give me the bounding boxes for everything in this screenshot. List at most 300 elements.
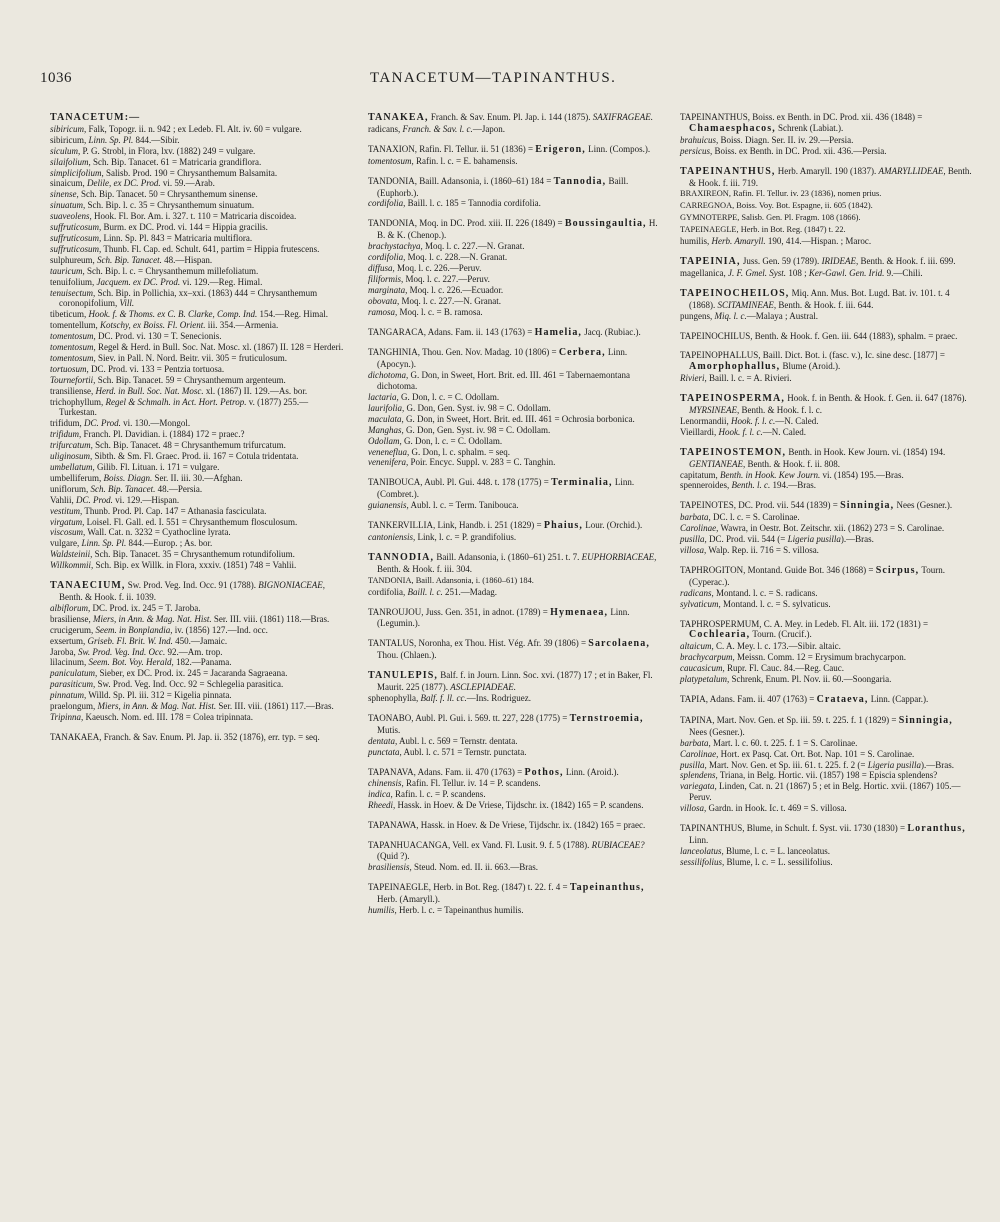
entry-text: Siev. in Pall. N. Nord. Beitr. vii. 305 = fruticulosum. [95, 352, 287, 363]
italic-text: pusilla, [680, 759, 707, 770]
entry [680, 857, 972, 868]
entry [680, 694, 972, 706]
entry [50, 364, 345, 375]
entry [50, 636, 345, 647]
genus-name: TAPEINOSTEMON, [680, 446, 787, 458]
entry [680, 480, 972, 491]
italic-text: dentata, [368, 735, 398, 746]
entry-text: ).—Bras. [840, 534, 874, 545]
entry [50, 712, 345, 723]
entry [50, 255, 345, 266]
italic-text: cantoniensis, [368, 532, 416, 542]
entry [680, 599, 972, 610]
italic-text: albiflorum, [50, 602, 91, 613]
entry-text: Franch. & Sav. Enum. Pl. Jap. i. 144 (1875). [428, 112, 593, 122]
genus-name: Chamaesphacos, [689, 122, 776, 134]
italic-text: ASCLEPIADEAE. [450, 682, 516, 693]
entry [50, 549, 345, 560]
entry [680, 545, 972, 556]
italic-text: Waldsteinii, [50, 549, 93, 560]
italic-text: suffruticosum, [50, 232, 102, 243]
entry-text: Burm. ex DC. Prod. vi. 144 = Hippia gracilis. [101, 222, 268, 233]
entry [50, 679, 345, 690]
italic-text: barbata, [680, 512, 711, 523]
entry [368, 296, 658, 307]
entry-text: Moq. l. c. 228.—N. Granat. [405, 252, 508, 263]
entry [50, 625, 345, 636]
entry-text: pungens, [680, 310, 715, 321]
entry-text: TAONABO, Aubl. Pl. Gui. i. 569. tt. 227, 228 (1775) = [368, 712, 570, 723]
entry [368, 693, 658, 704]
genus-name: TAPEINANTHUS, [680, 165, 776, 177]
entry-text: Linn. (Compos.). [585, 143, 651, 154]
entry [50, 135, 345, 146]
italic-text: platypetalum, [680, 674, 730, 685]
column-2 [368, 112, 658, 915]
entry-text: Benth. & Hook. f. iii. 699. [858, 255, 956, 266]
entry-text: 251.—Madag. [442, 586, 497, 597]
entry-text: Balf. f. in Journ. Linn. Soc. xvi. (1877) 17 ; et in Baker, Fl. Maurit. 225 (1877). [377, 670, 653, 693]
entry [680, 565, 972, 588]
italic-text: Rivieri, [680, 373, 707, 384]
italic-text: AMARYLLIDEAE, [878, 165, 946, 176]
italic-text: punctata, [368, 746, 402, 757]
entry-text: G. Don, l. c. = C. Odollam. [398, 392, 500, 403]
entry-text: Mart. l. c. 60. t. 225. f. 1 = S. Carolinae. [710, 737, 858, 748]
entry-text: Lenormandii, [680, 415, 731, 426]
entry [50, 429, 345, 440]
entry-gap [368, 661, 658, 670]
entry [50, 342, 345, 353]
entry-text: Mutis. [377, 724, 401, 735]
genus-name: Phaius, [543, 520, 583, 532]
entry [680, 427, 972, 438]
entry [50, 320, 345, 331]
entry-text: Moq. l. c. 226.—Peruv. [394, 262, 482, 273]
entry-text: TAPIA, Adans. Fam. ii. 407 (1763) = [680, 693, 817, 704]
entry-text: umbelliferum, [50, 472, 104, 483]
entry-text: 844.—Europ. ; As. bor. [126, 538, 213, 549]
italic-text: Sw. Prod. Veg. Ind. Occ. [78, 646, 166, 657]
italic-text: Kotschy, ex Boiss. Fl. Orient. [100, 320, 206, 331]
genus-name: Erigeron, [535, 143, 586, 155]
entry-text: Juss. Gen. 59 (1789). [740, 255, 822, 266]
entry [368, 587, 658, 598]
entry-text: tomentellum, [50, 320, 100, 331]
genus-name: TAPEINIA, [680, 255, 741, 267]
entry-text: TAPANAVA, Adans. Fam. ii. 470 (1763) = [368, 766, 525, 777]
entry-text: Aubl. l. c. = Term. Tanibouca. [408, 500, 519, 511]
italic-text: Miq. l. c. [714, 310, 747, 321]
entry [368, 820, 658, 831]
entry-text: Rafin. l. c. = P. scandens. [392, 789, 486, 800]
italic-text: Hook. f. l. c. [731, 415, 776, 426]
entry-text: Mart. Nov. Gen. et Sp. iii. 61. t. 225. f. 2 (= [706, 759, 868, 770]
entry [50, 614, 345, 625]
entry [368, 500, 658, 511]
genus-name: Sinningia, [898, 714, 953, 726]
entry-text: TANGHINIA, Thou. Gen. Nov. Madag. 10 (1806) = [368, 347, 559, 358]
italic-text: barbata, [680, 737, 711, 748]
entry [680, 146, 972, 157]
italic-text: Delile, ex DC. Prod. [87, 178, 161, 189]
entry [680, 188, 972, 200]
entry [680, 166, 972, 189]
entry-text: 844.—Sibir. [133, 134, 180, 145]
entry-text: 108 ; [786, 267, 809, 278]
entry [368, 274, 658, 285]
entry-text: Baill. l. c. 185 = Tannodia cordifolia. [405, 198, 541, 209]
entry [368, 176, 658, 199]
genus-name: Terminalia, [551, 477, 613, 489]
entry-text: TANTALUS, Noronha, ex Thou. Hist. Vég. Afr. 39 (1806) = [368, 638, 589, 649]
running-head: TANACETUM—TAPINANTHUS. [370, 70, 617, 86]
entry-text: G. Don, Gen. Syst. iv. 98 = C. Odollam. [403, 424, 551, 435]
entry-text: vulgare, [50, 538, 82, 549]
entry [50, 288, 345, 310]
entry [50, 266, 345, 277]
entry-text: Sch. Bip. ex Willk. in Flora, xxxiv. (1851) 748 = Vahlii. [93, 560, 297, 571]
entry-gap [680, 706, 972, 715]
entry [368, 800, 658, 811]
entry-text: Thunb. Fl. Cap. ed. Schult. 641, partim = Hippia frutescens. [101, 243, 320, 254]
entry [50, 732, 345, 743]
entry [50, 560, 345, 571]
entry-gap [368, 468, 658, 477]
entry-text: iii. 354.—Armenia. [205, 320, 279, 331]
entry-gap [368, 338, 658, 347]
genus-name: Crataeva, [816, 693, 869, 705]
entry [368, 403, 658, 414]
entry-gap [368, 209, 658, 218]
entry-text: cordifolia, [368, 586, 408, 597]
genus-name: Loranthus, [907, 823, 966, 835]
entry [50, 397, 345, 419]
entry [50, 701, 345, 712]
entry [50, 647, 345, 658]
entry-text: Linn. (Legumin.). [377, 606, 630, 629]
entry-text: magellanica, [680, 267, 728, 278]
italic-text: Sch. Bip. Tanacet. [90, 483, 156, 494]
entry [680, 674, 972, 685]
italic-text: Regel & Schmalh. in Act. Hort. Petrop. [105, 396, 247, 407]
italic-text: lactaria, [368, 392, 399, 403]
entry-text: TAPEINOCHILUS, Benth. & Hook. f. Gen. iii. 644 (1883), sphalm. = praec. [680, 330, 958, 341]
entry [368, 520, 658, 532]
entry-text: Tourn. (Cyperac.). [689, 564, 945, 587]
entry-gap [368, 598, 658, 607]
entry [368, 241, 658, 252]
entry-text: Tourn. (Crucif.). [750, 629, 812, 640]
entry-text: Ser. III. viii. (1861) 118.—Bras. [211, 613, 330, 624]
entry-text: BRAXIREON, Rafin. Fl. Tellur. iv. 23 (1836), nomen prius. [680, 189, 882, 199]
entry-text: capitatum, [680, 469, 720, 480]
genus-name: Pothos, [524, 766, 564, 778]
entry-gap [680, 247, 972, 256]
genus-name: TAPEINOCHEILOS, [680, 287, 790, 299]
entry-text: Gilib. Fl. Lituan. i. 171 = vulgare. [94, 462, 220, 472]
entry-text: Steud. Nom. ed. II. ii. 663.—Bras. [411, 861, 539, 872]
italic-text: brahuicus, [680, 134, 719, 145]
entry-text: —Malaya ; Austral. [746, 310, 818, 321]
entry-text: Benth. & Hook. f. ii. 1039. [59, 591, 156, 602]
entry [50, 538, 345, 549]
entry [50, 386, 345, 397]
entry [50, 124, 345, 135]
entry [680, 200, 972, 212]
entry-text: ).—Bras. [921, 759, 955, 770]
entry [50, 331, 345, 342]
entry-text: TAPHROSPERMUM, C. A. Mey. in Ledeb. Fl. Alt. iii. 172 (1831) = [680, 618, 929, 629]
italic-text: umbellatum, [50, 462, 95, 472]
genus-name: Cerbera, [558, 347, 606, 359]
entry [680, 256, 972, 268]
entry-text: sinaicum, [50, 178, 87, 189]
entry-text: tenuifolium, [50, 276, 97, 287]
entry [368, 767, 658, 779]
italic-text: humilis, [368, 904, 397, 915]
entry-text: Franch. Pl. Davidian. i. (1884) 172 = praec.? [81, 429, 245, 440]
entry [680, 738, 972, 749]
entry-text: lilacinum, [50, 657, 89, 668]
entry [50, 112, 345, 124]
entry [368, 552, 658, 575]
entry-text: TANDONIA, Moq. in DC. Prod. xiii. II. 226 (1849) = [368, 218, 565, 229]
italic-text: GENTIANEAE, [689, 458, 746, 469]
entry-text: TANAXION, Rafin. Fl. Tellur. ii. 51 (1836) = [368, 143, 536, 154]
entry-gap [680, 610, 972, 619]
entry [50, 451, 345, 462]
entry [368, 156, 658, 167]
entry [50, 233, 345, 244]
entry-text: TAPINA, Mart. Nov. Gen. et Sp. iii. 59. t. 225. f. 1 (1829) = [680, 714, 899, 725]
italic-text: Seem. Bot. Voy. Herald, [88, 657, 174, 668]
italic-text: caucasicum, [680, 663, 725, 674]
entry-text: —N. Caled. [762, 426, 806, 437]
entry [680, 846, 972, 857]
entry-text: Vieillardi, [680, 426, 719, 437]
italic-text: altaicum, [680, 641, 714, 652]
italic-text: Rheedi, [368, 800, 396, 811]
entry [680, 803, 972, 814]
entry [368, 789, 658, 800]
entry [680, 350, 972, 373]
italic-text: Hook. f. & Thoms. ex C. B. Clarke, Comp. Ind. [88, 309, 258, 320]
italic-text: Miers, in Ann. & Mag. Nat. Hist. [93, 613, 212, 624]
italic-text: brasiliensis, [368, 861, 412, 872]
entry-text: TAPEINANTHUS, Boiss. ex Benth. in DC. Prod. xii. 436 (1848) = [680, 112, 923, 122]
entry [368, 347, 658, 370]
entry-gap [680, 814, 972, 823]
entry-text: TANROUJOU, Juss. Gen. 351, in adnot. (1789) = [368, 606, 551, 617]
entry [368, 252, 658, 263]
italic-text: brachycarpum, [680, 652, 735, 663]
entry-text: Sch. Bip. in Pollichia, xx–xxi. (1863) 444 = Chrysanthemum coronopifolium, [59, 287, 318, 309]
entry-text: Linn. [689, 834, 709, 845]
entry-text: TAPANAWA, Hassk. in Hoev. & De Vriese, Tijdschr. ix. (1842) 165 = praec. [368, 820, 646, 831]
entry [680, 641, 972, 652]
italic-text: simplicifolium, [50, 167, 104, 178]
genus-name: Hymenaea, [550, 606, 609, 618]
entry [680, 619, 972, 642]
italic-text: DC. Prod. [76, 494, 113, 505]
entry-text: CARREGNOA, Boiss. Voy. Bot. Espagne, ii. 605 (1842). [680, 201, 873, 211]
entry-text: Salisb. Prod. 190 = Chrysanthemum Balsamita. [103, 167, 278, 178]
italic-text: ramosa, [368, 306, 398, 317]
entry-gap [680, 279, 972, 288]
entry [680, 760, 972, 771]
entry-text: vi. 129.—Hispan. [112, 494, 180, 505]
entry-text: Triana, in Belg. Hortic. vii. (1857) 198 = Episcia splendens? [717, 770, 938, 781]
italic-text: SCITAMINEAE, [717, 299, 777, 310]
entry-text: Hort. ex Pasq. Cat. Ort. Bot. Nap. 101 = S. Carolinae. [718, 748, 915, 759]
entry-text: radicans, [368, 123, 403, 134]
entry-text: Boiss. Diagn. Ser. II. iv. 29.—Persia. [718, 134, 854, 145]
italic-text: tomentosum, [50, 342, 96, 353]
entry-text: Moq. l. c. 226.—Ecuador. [407, 284, 504, 295]
entry [680, 749, 972, 760]
entry-text: Linden, Cat. n. 21 (1867) 5 ; et in Belg. Hortic. xvii. (1867) 105.—Peruv. [689, 781, 961, 803]
entry-text: Sch. Bip. Tanacet. 61 = Matricaria grandiflora. [90, 156, 262, 167]
entry-text: Benth. & Hook. f. iii. 644. [776, 299, 874, 310]
entry [368, 457, 658, 468]
entry [50, 473, 345, 484]
entry [368, 447, 658, 458]
entry [680, 135, 972, 146]
entry [50, 168, 345, 179]
italic-text: Carolinae, [680, 748, 719, 759]
entry-gap [368, 704, 658, 713]
italic-text: EUPHORBIACEAE, [581, 551, 657, 562]
italic-text: vestitum, [50, 505, 83, 516]
italic-text: variegata, [680, 781, 717, 792]
entry-text: transiliense, [50, 385, 96, 396]
italic-text: Linn. Sp. Pl. [88, 134, 134, 145]
entry [680, 523, 972, 534]
entry-text: Aubl. l. c. 569 = Ternstr. dentata. [397, 735, 518, 746]
entry-gap [368, 167, 658, 176]
italic-text: Odollam, [368, 435, 402, 446]
entry-text: Nees (Gesner.). [894, 500, 953, 511]
entry-text: Benth. & Hook. f. iii. 304. [377, 563, 472, 574]
entry-text: TANKERVILLIA, Link, Handb. i. 251 (1829) = [368, 520, 544, 531]
entry-text: DC. l. c. = S. Carolinae. [710, 512, 800, 523]
italic-text: RUBIACEAE? [591, 840, 645, 851]
entry-text: Blume, l. c. = L. sessilifolius. [724, 856, 833, 867]
entry [50, 222, 345, 233]
page-number: 1036 [40, 70, 72, 86]
entry-text: Aubl. l. c. 571 = Ternstr. punctata. [401, 746, 527, 757]
entry [50, 690, 345, 701]
entry-text: Benth. & Hook. f. iii. 719. [689, 165, 972, 188]
entry-gap [368, 831, 658, 840]
entry [680, 588, 972, 599]
entry [680, 652, 972, 663]
entry-text: Linn. Sp. Pl. 843 = Matricaria multiflora. [101, 232, 253, 243]
italic-text: tortuosum, [50, 363, 89, 374]
entry [680, 236, 972, 247]
entry [368, 327, 658, 339]
entry [50, 178, 345, 189]
entry-text: brasiliense, [50, 613, 93, 624]
italic-text: Baill. l. c. [407, 586, 443, 597]
entry [368, 862, 658, 873]
entry-text: Benth. & Hook. f. ii. 808. [745, 458, 840, 469]
entry-text: G. Don, in Sweet, Hort. Brit. ed. III. 461 = Tabernaemontana dichotoma. [377, 370, 630, 392]
italic-text: Ligeria pusilla [867, 759, 922, 770]
entry-text: Ser. III. viii. (1861) 117.—Bras. [216, 701, 334, 712]
entry-text: 92.—Am. trop. [165, 646, 223, 657]
entry-text: trichophyllum, [50, 396, 106, 407]
entry-text: Boiss. ex Benth. in DC. Prod. xii. 436.—Persia. [712, 145, 887, 156]
entry [680, 770, 972, 781]
italic-text: DC. Prod. [84, 418, 121, 429]
entry [368, 112, 658, 124]
genus-name: TAPEINOSPERMA, [680, 393, 785, 405]
entry [368, 736, 658, 747]
italic-text: Ligeria pusilla [787, 534, 841, 545]
entry [368, 370, 658, 392]
entry-text: C. A. Mey. l. c. 173.—Sibir. altaic. [713, 641, 841, 652]
entry [680, 663, 972, 674]
entry-gap [368, 758, 658, 767]
italic-text: filiformis, [368, 273, 404, 284]
entry-gap [680, 438, 972, 447]
entry [368, 670, 658, 693]
entry [680, 288, 972, 311]
entry-text: Montand. l. c. = S. sylvaticus. [720, 598, 831, 609]
entry [680, 373, 972, 384]
entry-text: Loisel. Fl. Gall. ed. I. 551 = Chrysanthemum flosculosum. [84, 516, 298, 527]
genus-name: TANACETUM:— [50, 112, 141, 123]
entry [50, 277, 345, 288]
entry [50, 309, 345, 320]
entry-text: praelongum, [50, 701, 98, 712]
entry-text: (Quid ?). [377, 850, 410, 861]
italic-text: diffusa, [368, 262, 395, 273]
entry-text: TAPEINOPHALLUS, Baill. Dict. Bot. i. (fasc. v.), Ic. sine desc. [1877] = [680, 350, 945, 361]
entry [368, 218, 658, 241]
entry-text: GYMNOTERPE, Salisb. Gen. Pl. Fragm. 108 (1866). [680, 213, 861, 223]
italic-text: virgatum, [50, 516, 85, 527]
italic-text: pusilla, [680, 534, 707, 545]
italic-text: cordifolia, [368, 198, 406, 209]
entry-text: vi. 129.—Reg. Himal. [180, 276, 263, 287]
entry-text: Schrenk (Labiat.). [775, 122, 844, 133]
entry-text: Jaroba, [50, 646, 78, 657]
entry-text: vi. (1854) 195.—Bras. [820, 469, 904, 480]
entry [50, 211, 345, 222]
entry-text: TANDONIA, Baill. Adansonia, i. (1860–61) 184 = [368, 175, 554, 186]
entry [368, 747, 658, 758]
entry [680, 447, 972, 470]
entry-text: Sibth. & Sm. Fl. Graec. Prod. ii. 167 = Cotula tridentata. [92, 451, 299, 462]
entry-text: Thou. (Chlaen.). [377, 650, 437, 661]
entry [50, 668, 345, 679]
italic-text: sinuatum, [50, 200, 86, 211]
entry-text: vi. 59.—Arab. [160, 178, 215, 189]
entry-text: spenneroides, [680, 480, 732, 491]
italic-text: pinnatum, [50, 690, 87, 701]
entry [368, 778, 658, 789]
entry [50, 157, 345, 168]
italic-text: Benth. in Hook. Kew Journ. [720, 469, 821, 480]
genus-name: Hamelia, [534, 326, 583, 338]
entry [368, 575, 658, 587]
entry-gap [368, 318, 658, 327]
italic-text: Carolinae, [680, 523, 719, 534]
entry-text: Sch. Bip. l. c. = Chrysanthemum millefoliatum. [84, 265, 259, 276]
